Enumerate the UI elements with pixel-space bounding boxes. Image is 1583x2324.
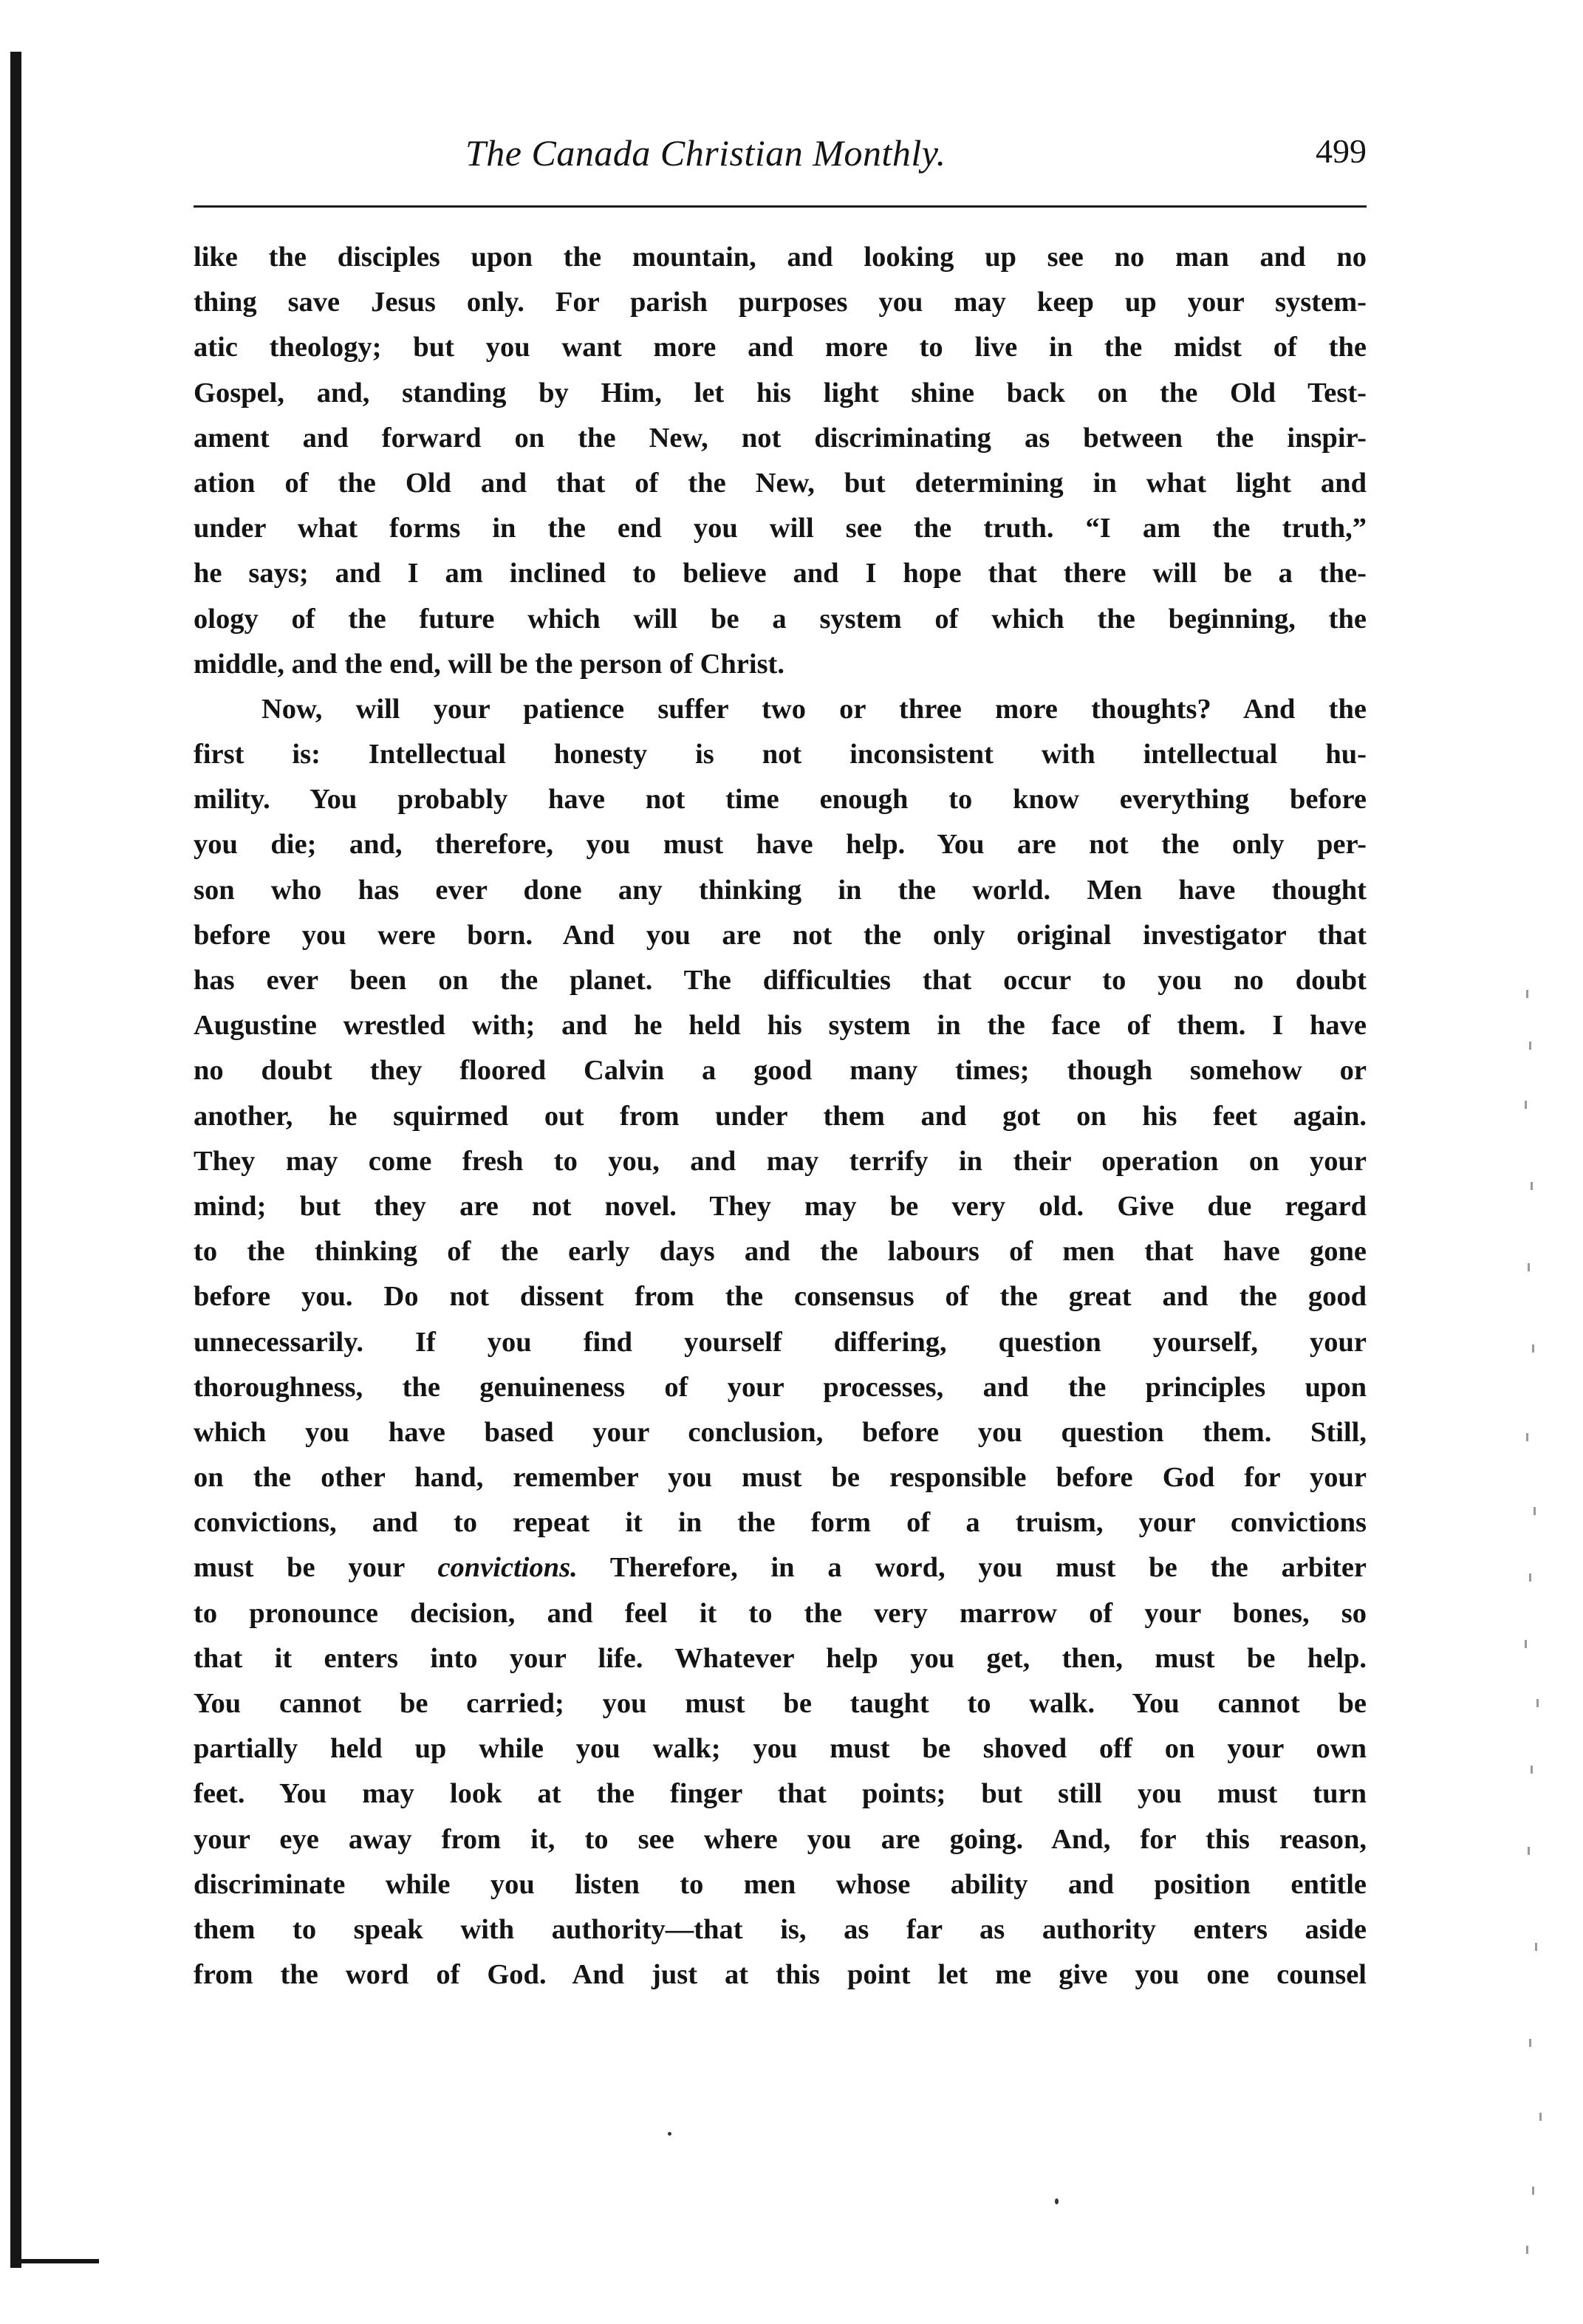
text-line: atic theology; but you want more and more to live in the midst of the [194, 332, 1367, 363]
text-line: ament and forward on the New, not discriminating as between the inspir- [194, 422, 1367, 454]
text-line: ology of the future which will be a system of which the beginning, the [194, 603, 1367, 635]
text-line: another, he squirmed out from under them and got on his feet again. [194, 1100, 1367, 1132]
text-line: Now, will your patience suffer two or three more thoughts? And the [261, 693, 1367, 725]
text-line: mind; but they are not novel. They may be very old. Give due regard [194, 1190, 1367, 1222]
body-text [194, 235, 1367, 1997]
text-line: unnecessarily. If you find yourself differing, question yourself, your [194, 1326, 1367, 1358]
text-line: partially held up while you walk; you must be shoved off on your own [194, 1733, 1367, 1765]
text-line: before you were born. And you are not the only original investigator that [194, 919, 1367, 951]
text-line: you die; and, therefore, you must have help. You are not the only per- [194, 829, 1367, 861]
text-line: first is: Intellectual honesty is not inconsistent with intellectual hu- [194, 739, 1367, 770]
text-line: Augustine wrestled with; and he held his system in the face of them. I have [194, 1010, 1367, 1042]
text-line: thoroughness, the genuineness of your processes, and the principles upon [194, 1371, 1367, 1403]
text-line-with-italic [194, 1545, 1367, 1590]
text-line: on the other hand, remember you must be responsible before God for your [194, 1462, 1367, 1494]
page-number: 499 [1316, 132, 1367, 170]
italic-word: convictions. [437, 1552, 578, 1584]
text-line: feet. You may look at the finger that points; but still you must turn [194, 1778, 1367, 1810]
text-line: mility. You probably have not time enough to know everything before [194, 784, 1367, 816]
text-line: from the word of God. And just at this point let me give you one counsel [194, 1959, 1367, 1991]
paragraph-1 [194, 235, 1367, 687]
text-line: which you have based your conclusion, before you question them. Still, [194, 1416, 1367, 1448]
text-run: must be your [194, 1552, 438, 1584]
text-line: discriminate while you listen to men whose ability and position entitle [194, 1868, 1367, 1900]
text-line: them to speak with authority—that is, as far as authority enters aside [194, 1913, 1367, 1945]
text-line: You cannot be carried; you must be taught to walk. You cannot be [194, 1688, 1367, 1719]
text-line: he says; and I am inclined to believe and I hope that there will be a the- [194, 558, 1367, 589]
text-line: ation of the Old and that of the New, but determining in what light and [194, 467, 1367, 499]
text-line: no doubt they floored Calvin a good many times; though somehow or [194, 1055, 1367, 1087]
text-line: under what forms in the end you will see the truth. “I am the truth,” [194, 513, 1367, 544]
running-title: The Canada Christian Monthly. [465, 132, 946, 174]
text-run: Therefore, in a word, you must be the arbiter [577, 1552, 1367, 1584]
text-line: Gospel, and, standing by Him, let his light shine back on the Old Test- [194, 377, 1367, 409]
text-line: They may come fresh to you, and may terrify in their operation on your [194, 1145, 1367, 1177]
header-rule [194, 205, 1367, 208]
page-header [192, 131, 1367, 191]
text-line: before you. Do not dissent from the consensus of the great and the good [194, 1281, 1367, 1313]
text-line: middle, and the end, will be the person of Christ. [194, 648, 785, 680]
paragraph-2 [194, 687, 1367, 1997]
text-line: son who has ever done any thinking in the world. Men have thought [194, 874, 1367, 906]
text-line: has ever been on the planet. The difficulties that occur to you no doubt [194, 965, 1367, 996]
text-line: thing save Jesus only. For parish purposes you may keep up your system- [194, 287, 1367, 318]
text-line: that it enters into your life. Whatever help you get, then, must be help. [194, 1642, 1367, 1674]
ink-speck [1055, 2198, 1059, 2204]
binding-edge-foot [10, 2259, 99, 2263]
ink-speck [668, 2132, 671, 2136]
margin-specks [1522, 990, 1559, 2320]
text-line: convictions, and to repeat it in the form of a truism, your convictions [194, 1507, 1367, 1539]
text-line: your eye away from it, to see where you are going. And, for this reason, [194, 1823, 1367, 1855]
text-line: like the disciples upon the mountain, and looking up see no man and no [194, 242, 1367, 273]
binding-edge [10, 52, 21, 2268]
text-line: to the thinking of the early days and the labours of men that have gone [194, 1236, 1367, 1268]
text-line: to pronounce decision, and feel it to the very marrow of your bones, so [194, 1597, 1367, 1629]
